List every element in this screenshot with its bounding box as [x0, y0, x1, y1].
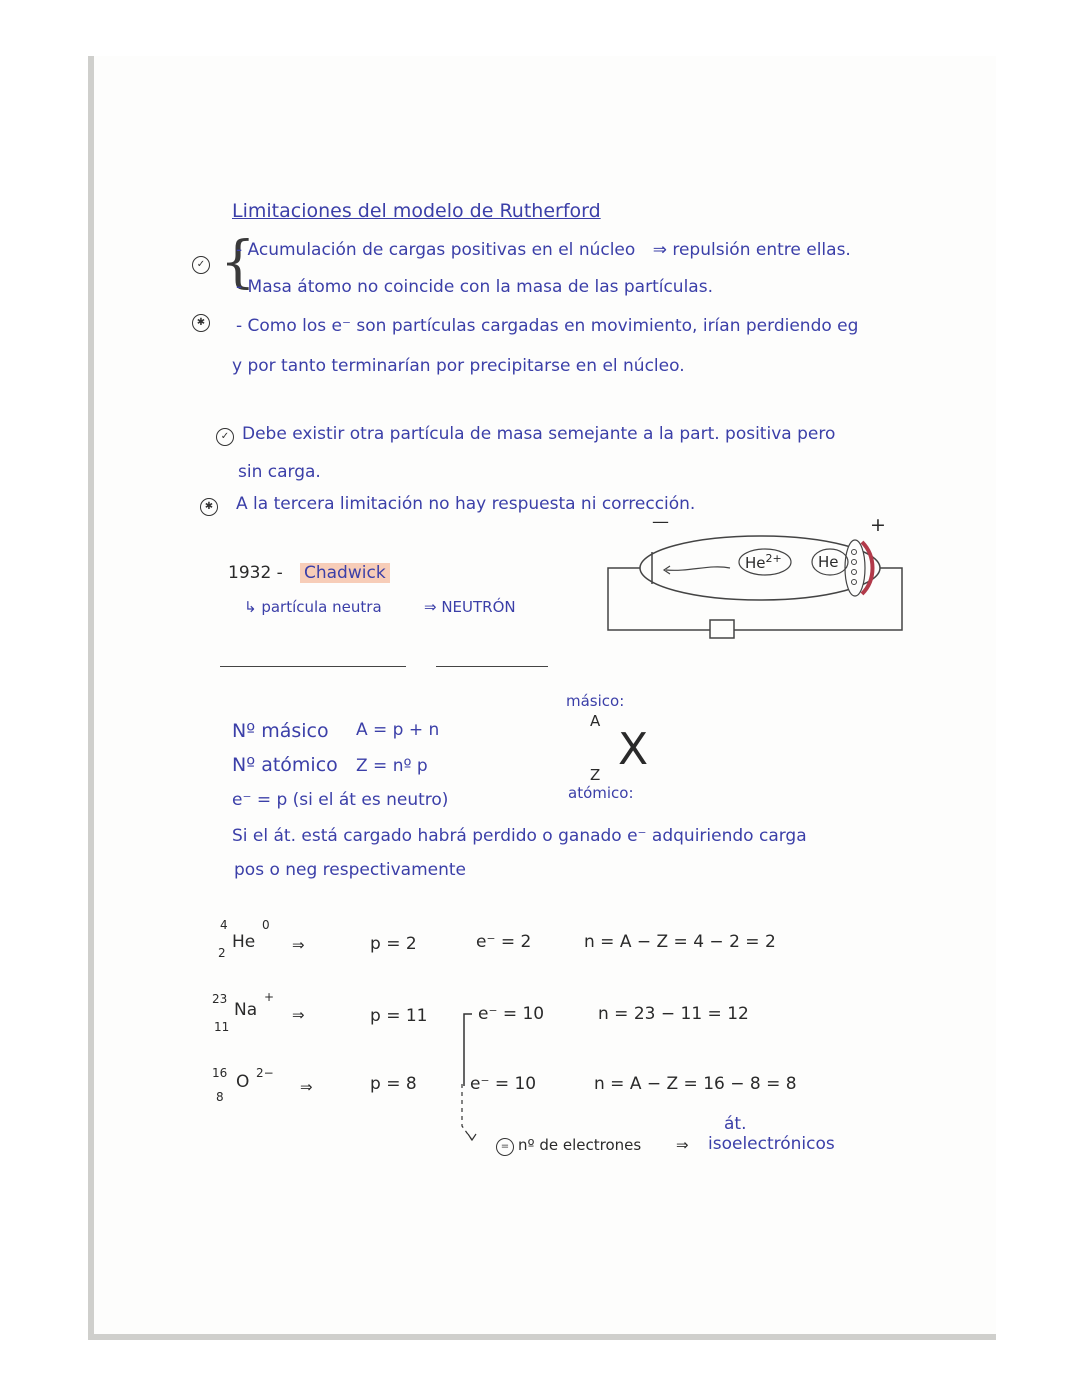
atomic-number-label: Nº atómico: [232, 754, 338, 776]
arrow: ⇒: [676, 1136, 689, 1154]
notation-X: X: [618, 724, 649, 775]
limitation-1: - Acumulación de cargas positivas en el núcleo ⇒ repulsión entre ellas.: [236, 240, 851, 260]
atomic-word: atómico:: [568, 784, 634, 802]
neutral-rule: e⁻ = p (si el át es neutro): [232, 790, 449, 810]
electrons: e⁻ = 10: [470, 1074, 537, 1094]
notation-A: A: [590, 712, 601, 730]
charge: +: [264, 990, 275, 1004]
charged-rule: Si el át. está cargado habrá perdido o ganado e⁻ adquiriendo carga: [232, 826, 807, 846]
answer-1-cont: sin carga.: [238, 462, 321, 482]
limitation-2: - Masa átomo no coincide con la masa de las partículas.: [236, 277, 713, 297]
left-brace: {: [220, 230, 256, 295]
mass-number-formula: A = p + n: [356, 720, 440, 740]
notation-Z: Z: [590, 766, 601, 784]
arrow: ⇒: [300, 1078, 313, 1096]
he-ion-label: $He^{2+}$: [745, 552, 782, 572]
limitation-3: - Como los e⁻ son partículas cargadas en movimiento, irían perdiendo eg: [236, 316, 859, 336]
answer-1: Debe existir otra partícula de masa semejante a la part. positiva pero: [242, 424, 836, 444]
minus-sign: —: [652, 512, 669, 532]
he-atom-label: He: [818, 553, 839, 571]
charge: 2−: [256, 1066, 274, 1080]
protons: p = 2: [370, 934, 417, 954]
limitation-3-cont: y por tanto terminarían por precipitarse en el núcleo.: [232, 356, 685, 376]
neutron-label: ⇒ NEUTRÓN: [424, 598, 516, 616]
discovery-year: 1932 -: [228, 563, 283, 583]
asterisk-icon: ✱: [192, 314, 210, 332]
charged-rule-cont: pos o neg respectivamente: [234, 860, 466, 880]
discharge-tube-diagram: [600, 516, 910, 640]
atomic-number: 8: [216, 1090, 224, 1104]
divider-line: [436, 666, 548, 667]
asterisk-icon: ✱: [200, 498, 218, 516]
atomic-number-formula: Z = nº p: [356, 756, 428, 776]
divider-line: [220, 666, 406, 667]
neutrons: n = 23 − 11 = 12: [598, 1004, 749, 1024]
mass-number: 4: [220, 918, 228, 932]
answer-2: A la tercera limitación no hay respuesta ni corrección.: [236, 494, 696, 514]
neutrons: n = A − Z = 16 − 8 = 8: [594, 1074, 797, 1094]
check-icon: ✓: [192, 256, 210, 274]
element-symbol: Na: [234, 1000, 258, 1020]
arrow: ⇒: [292, 936, 305, 954]
electrons: e⁻ = 10: [478, 1004, 545, 1024]
atom-abbrev: át.: [724, 1114, 747, 1134]
electrons: e⁻ = 2: [476, 932, 532, 952]
check-icon: ✓: [216, 428, 234, 446]
power-source: [710, 620, 734, 638]
isoelectronic-label: isoelectrónicos: [708, 1134, 835, 1154]
protons: p = 11: [370, 1006, 428, 1026]
element-symbol: He: [232, 932, 256, 952]
equal-icon: =: [496, 1138, 514, 1156]
mass-number-label: Nº másico: [232, 720, 329, 742]
discovery-result: ↳ partícula neutra: [244, 598, 382, 616]
element-symbol: O: [236, 1072, 250, 1092]
protons: p = 8: [370, 1074, 417, 1094]
atomic-number: 11: [214, 1020, 230, 1034]
foil-target: [845, 540, 865, 596]
mass-number: 16: [212, 1066, 228, 1080]
charge: 0: [262, 918, 270, 932]
conclusion-text: nº de electrones: [518, 1136, 642, 1154]
neutrons: n = A − Z = 4 − 2 = 2: [584, 932, 776, 952]
page-title: Limitaciones del modelo de Rutherford: [232, 200, 601, 222]
bracket-connector: [450, 1010, 490, 1156]
mass-number: 23: [212, 992, 228, 1006]
atomic-number: 2: [218, 946, 226, 960]
arrow: ⇒: [292, 1006, 305, 1024]
plus-sign: +: [870, 514, 886, 536]
mass-word: másico:: [566, 692, 625, 710]
discovery-name: Chadwick: [300, 563, 390, 583]
